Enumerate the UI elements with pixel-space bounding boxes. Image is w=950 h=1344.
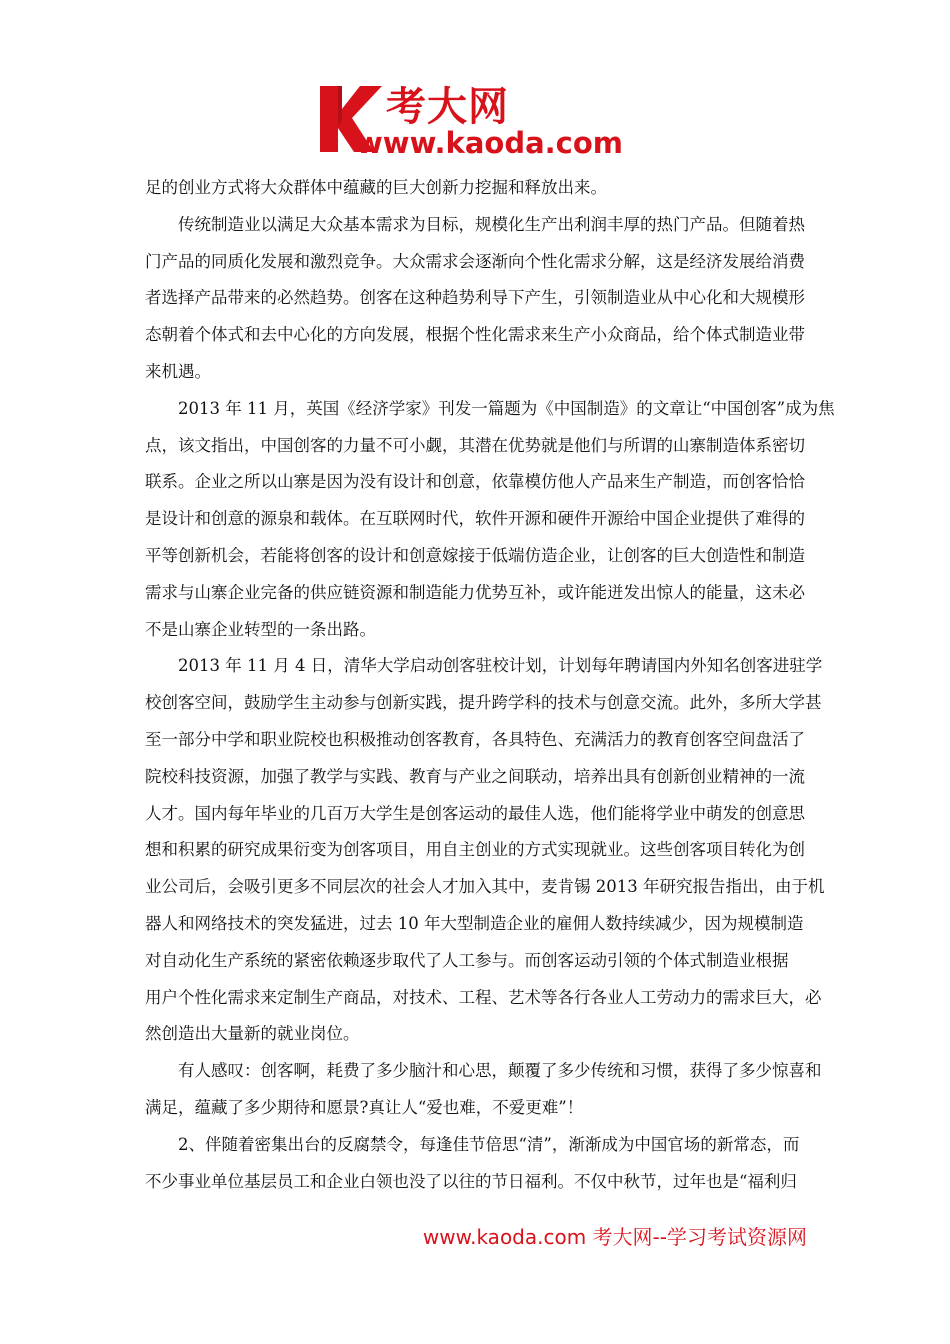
paragraph-line: 想和积累的研究成果衍变为创客项目，用自主创业的方式实现就业。这些创客项目转化为创 xyxy=(145,840,805,860)
kaoda-logo xyxy=(316,82,638,160)
paragraph-line: 者选择产品带来的必然趋势。创客在这种趋势利导下产生，引领制造业从中心化和大规模形 xyxy=(145,288,805,308)
paragraph-line: 不是山寨企业转型的一条出路。 xyxy=(145,619,376,639)
paragraph-line: 态朝着个体式和去中心化的方向发展，根据个性化需求来生产小众商品，给个体式制造业带 xyxy=(145,325,805,345)
paragraph-line: 然创造出大量新的就业岗位。 xyxy=(145,1024,360,1044)
logo-url-text: www.kaoda.com xyxy=(356,126,623,160)
paragraph-line: 院校科技资源，加强了教学与实践、教育与产业之间联动，培养出具有创新创业精神的一流 xyxy=(145,766,805,786)
paragraph xyxy=(145,1053,822,1127)
paragraph-line: 人才。国内每年毕业的几百万大学生是创客运动的最佳人选，他们能将学业中萌发的创意思 xyxy=(145,803,805,823)
paragraph-line: 有人感叹：创客啊，耗费了多少脑汁和心思，颠覆了多少传统和习惯，获得了多少惊喜和 xyxy=(178,1061,822,1081)
paragraph-line: 门产品的同质化发展和激烈竞争。大众需求会逐渐向个性化需求分解，这是经济发展给消费 xyxy=(145,251,805,271)
paragraph-line: 器人和网络技术的突发猛进，过去 10 年大型制造企业的雇佣人数持续减少，因为规模制造 xyxy=(145,913,804,933)
paragraph-line: 对自动化生产系统的紧密依赖逐步取代了人工参与。而创客运动引领的个体式制造业根据 xyxy=(145,950,789,970)
paragraph-line: 需求与山寨企业完备的供应链资源和制造能力优势互补，或许能迸发出惊人的能量，这未必 xyxy=(145,582,805,602)
logo-chinese-text: 考大网 xyxy=(386,84,509,130)
paragraph-line: 平等创新机会，若能将创客的设计和创意嫁接于低端仿造企业，让创客的巨大创造性和制造 xyxy=(145,545,805,565)
paragraph-line: 点，该文指出，中国创客的力量不可小觑，其潜在优势就是他们与所谓的山寨制造体系密切 xyxy=(145,435,805,455)
paragraph-line: 传统制造业以满足大众基本需求为目标，规模化生产出利润丰厚的热门产品。但随着热 xyxy=(178,214,805,234)
paragraph xyxy=(145,1127,807,1201)
paragraph xyxy=(145,391,835,649)
paragraph-line: 2、伴随着密集出台的反腐禁令，每逢佳节倍思“清”，渐渐成为中国官场的新常态，而 xyxy=(178,1134,800,1154)
paragraph xyxy=(145,648,825,1053)
paragraph xyxy=(145,207,807,391)
paragraph-line: 不少事业单位基层员工和企业白领也没了以往的节日福利。不仅中秋节，过年也是“福利归 xyxy=(145,1171,797,1191)
paragraph-line: 来机遇。 xyxy=(145,361,211,381)
paragraph-line: 联系。企业之所以山寨是因为没有设计和创意，依靠模仿他人产品来生产制造，而创客恰恰 xyxy=(145,472,805,492)
footer-source: www.kaoda.com 考大网--学习考试资源网 xyxy=(422,1225,807,1249)
paragraph-line: 是设计和创意的源泉和载体。在互联网时代，软件开源和硬件开源给中国企业提供了难得的 xyxy=(145,509,805,529)
paragraph-line: 业公司后，会吸引更多不同层次的社会人才加入其中，麦肯锡 2013 年研究报告指出，由于机 xyxy=(145,877,825,897)
paragraph-line: 2013 年 11 月 4 日，清华大学启动创客驻校计划，计划每年聘请国内外知名创客进驻学 xyxy=(178,656,823,676)
paragraph-line: 用户个性化需求来定制生产商品，对技术、工程、艺术等各行各业人工劳动力的需求巨大，必 xyxy=(145,987,822,1007)
paragraph-line: 校创客空间，鼓励学生主动参与创新实践，提升跨学科的技术与创意交流。此外，多所大学甚 xyxy=(145,693,822,713)
document-body xyxy=(145,170,835,1200)
paragraph-line: 满足，蕴藏了多少期待和愿景?真让人“爱也难，不爱更难”！ xyxy=(145,1097,584,1117)
paragraph-line: 足的创业方式将大众群体中蕴藏的巨大创新力挖掘和释放出来。 xyxy=(145,178,607,197)
paragraph-line: 2013 年 11 月，英国《经济学家》刊发一篇题为《中国制造》的文章让“中国创客”成为焦 xyxy=(178,398,835,418)
paragraph-line: 至一部分中学和职业院校也积极推动创客教育，各具特色、充满活力的教育创客空间盘活了 xyxy=(145,729,805,749)
paragraph xyxy=(145,170,807,207)
